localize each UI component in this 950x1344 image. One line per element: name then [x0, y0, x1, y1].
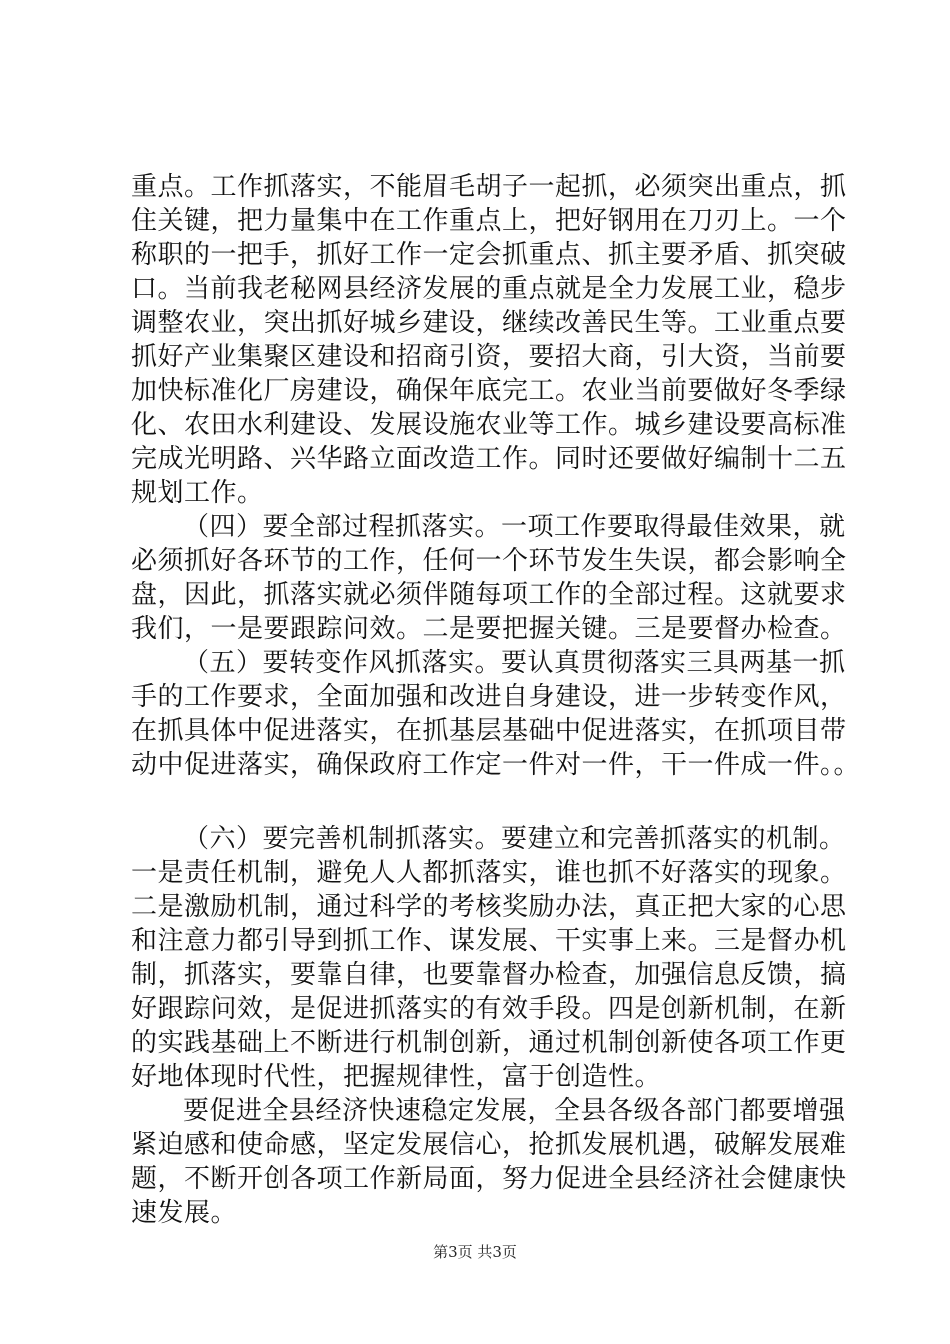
text-line: 抓好产业集聚区建设和招商引资，要招大商，引大资，当前要	[131, 342, 847, 372]
paragraph-focus-key-points	[131, 170, 847, 510]
text-line: 要促进全县经济快速稳定发展，全县各级各部门都要增强	[183, 1096, 846, 1126]
text-line: 好地体现时代性，把握规律性，富于创造性。	[131, 1062, 662, 1092]
text-line: （五）要转变作风抓落实。要认真贯彻落实三具两基一抓	[183, 648, 846, 678]
text-line: 调整农业，突出抓好城乡建设，继续改善民生等。工业重点要	[131, 308, 847, 338]
paragraph-section-five	[131, 646, 861, 782]
text-line: 好跟踪问效，是促进抓落实的有效手段。四是创新机制，在新	[131, 994, 847, 1024]
text-line: 化、农田水利建设、发展设施农业等工作。城乡建设要高标准	[131, 410, 847, 440]
text-line: 我们，一是要跟踪问效。二是要把握关键。三是要督办检查。	[131, 614, 847, 644]
text-line: 的实践基础上不断进行机制创新，通过机制创新使各项工作更	[131, 1028, 847, 1058]
text-line: 加快标准化厂房建设，确保年底完工。农业当前要做好冬季绿	[131, 376, 847, 406]
text-line: 紧迫感和使命感，坚定发展信心，抢抓发展机遇，破解发展难	[131, 1130, 847, 1160]
text-line: 一是责任机制，避免人人都抓落实，谁也抓不好落实的现象。	[131, 858, 847, 888]
paragraph-section-four	[131, 510, 847, 646]
paragraph-section-six	[131, 822, 847, 1094]
text-line: 和注意力都引导到抓工作、谋发展、干实事上来。三是督办机	[131, 926, 847, 956]
text-line: （六）要完善机制抓落实。要建立和完善抓落实的机制。	[183, 824, 846, 854]
text-line: 称职的一把手，抓好工作一定会抓重点、抓主要矛盾、抓突破	[131, 240, 847, 270]
text-line: 口。当前我老秘网县经济发展的重点就是全力发展工业，稳步	[131, 274, 847, 304]
text-line: 二是激励机制，通过科学的考核奖励办法，真正把大家的心思	[131, 892, 847, 922]
text-line: 规划工作。	[131, 478, 264, 508]
paragraph-spacer	[131, 782, 831, 822]
text-line: 重点。工作抓落实，不能眉毛胡子一起抓，必须突出重点，抓	[131, 172, 847, 202]
text-line: 手的工作要求，全面加强和改进自身建设，进一步转变作风，	[131, 682, 847, 712]
text-line: 完成光明路、兴华路立面改造工作。同时还要做好编制十二五	[131, 444, 847, 474]
text-line: 速发展。	[131, 1198, 238, 1228]
paragraph-conclusion	[131, 1094, 847, 1230]
text-line: 动中促进落实，确保政府工作定一件对一件，干一件成一件。。	[131, 750, 861, 780]
text-line: 必须抓好各环节的工作，任何一个环节发生失误，都会影响全	[131, 546, 847, 576]
text-line: （四）要全部过程抓落实。一项工作要取得最佳效果，就	[183, 512, 846, 542]
text-line: 制，抓落实，要靠自律，也要靠督办检查，加强信息反馈，搞	[131, 960, 847, 990]
text-line: 在抓具体中促进落实，在抓基层基础中促进落实，在抓项目带	[131, 716, 847, 746]
document-body	[131, 170, 861, 1230]
page-number-footer: 第3页 共3页	[433, 1243, 517, 1261]
text-line: 住关键，把力量集中在工作重点上，把好钢用在刀刃上。一个	[131, 206, 847, 236]
text-line: 题，不断开创各项工作新局面，努力促进全县经济社会健康快	[131, 1164, 847, 1194]
text-line: 盘，因此，抓落实就必须伴随每项工作的全部过程。这就要求	[131, 580, 847, 610]
